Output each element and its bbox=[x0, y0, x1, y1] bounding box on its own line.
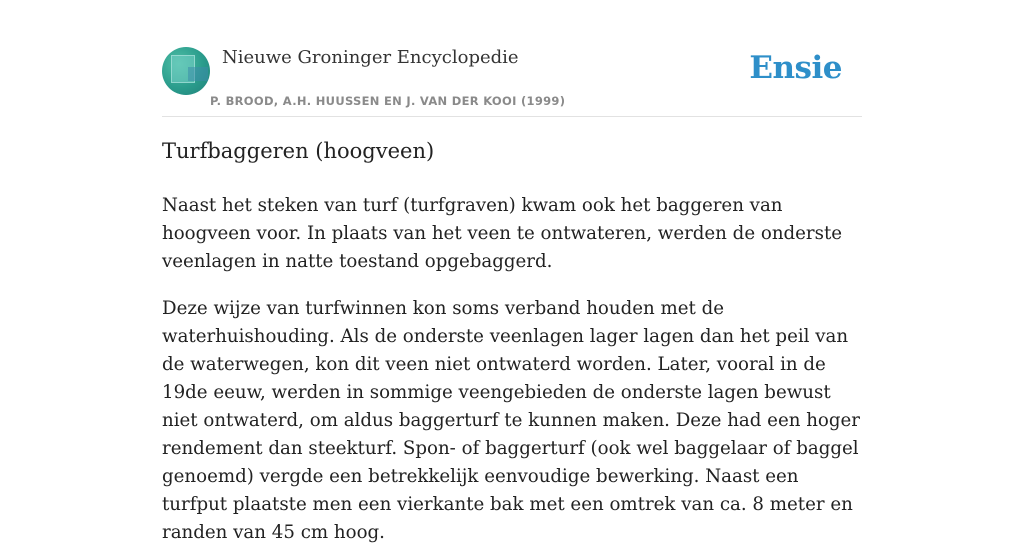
source-book-title[interactable]: Nieuwe Groninger Encyclopedie bbox=[222, 47, 519, 68]
cover-detail-secondary bbox=[188, 67, 208, 81]
page-container bbox=[162, 0, 862, 543]
ensie-logo-link[interactable]: Ensie bbox=[749, 50, 842, 86]
entry-paragraph: Naast het steken van turf (turfgraven) kwam ook het baggeren van hoogveen voor. In plaats van het veen te ontwateren, werden de onderste veenlagen in natte toestand opgebaggerd. bbox=[162, 195, 843, 272]
source-authors: P. BROOD, A.H. HUUSSEN EN J. VAN DER KOOI (1999) bbox=[210, 94, 566, 108]
entry-header bbox=[162, 0, 862, 117]
book-cover-image[interactable] bbox=[162, 47, 210, 95]
entry-paragraph: Deze wijze van turfwinnen kon soms verband houden met de waterhuishouding. Als de onderste veenlagen lager lagen dan het peil van de waterwegen, kon dit veen niet ontwaterd worden. Later, vooral in de 19de eeuw, werden in sommige veengebieden de onderste lagen bewust niet ontwaterd, om aldus baggerturf te kunnen maken. Deze had een hoger rendement dan steekturf. Spon- of baggerturf (ook wel baggelaar of baggel genoemd) vergde een betrekkelijk eenvoudige bewerking. Naast een turfput plaatste men een vierkante bak met een omtrek van ca. 8 meter en randen van 45 cm hoog. bbox=[162, 298, 860, 543]
entry-title: Turfbaggeren (hoogveen) bbox=[162, 139, 435, 163]
